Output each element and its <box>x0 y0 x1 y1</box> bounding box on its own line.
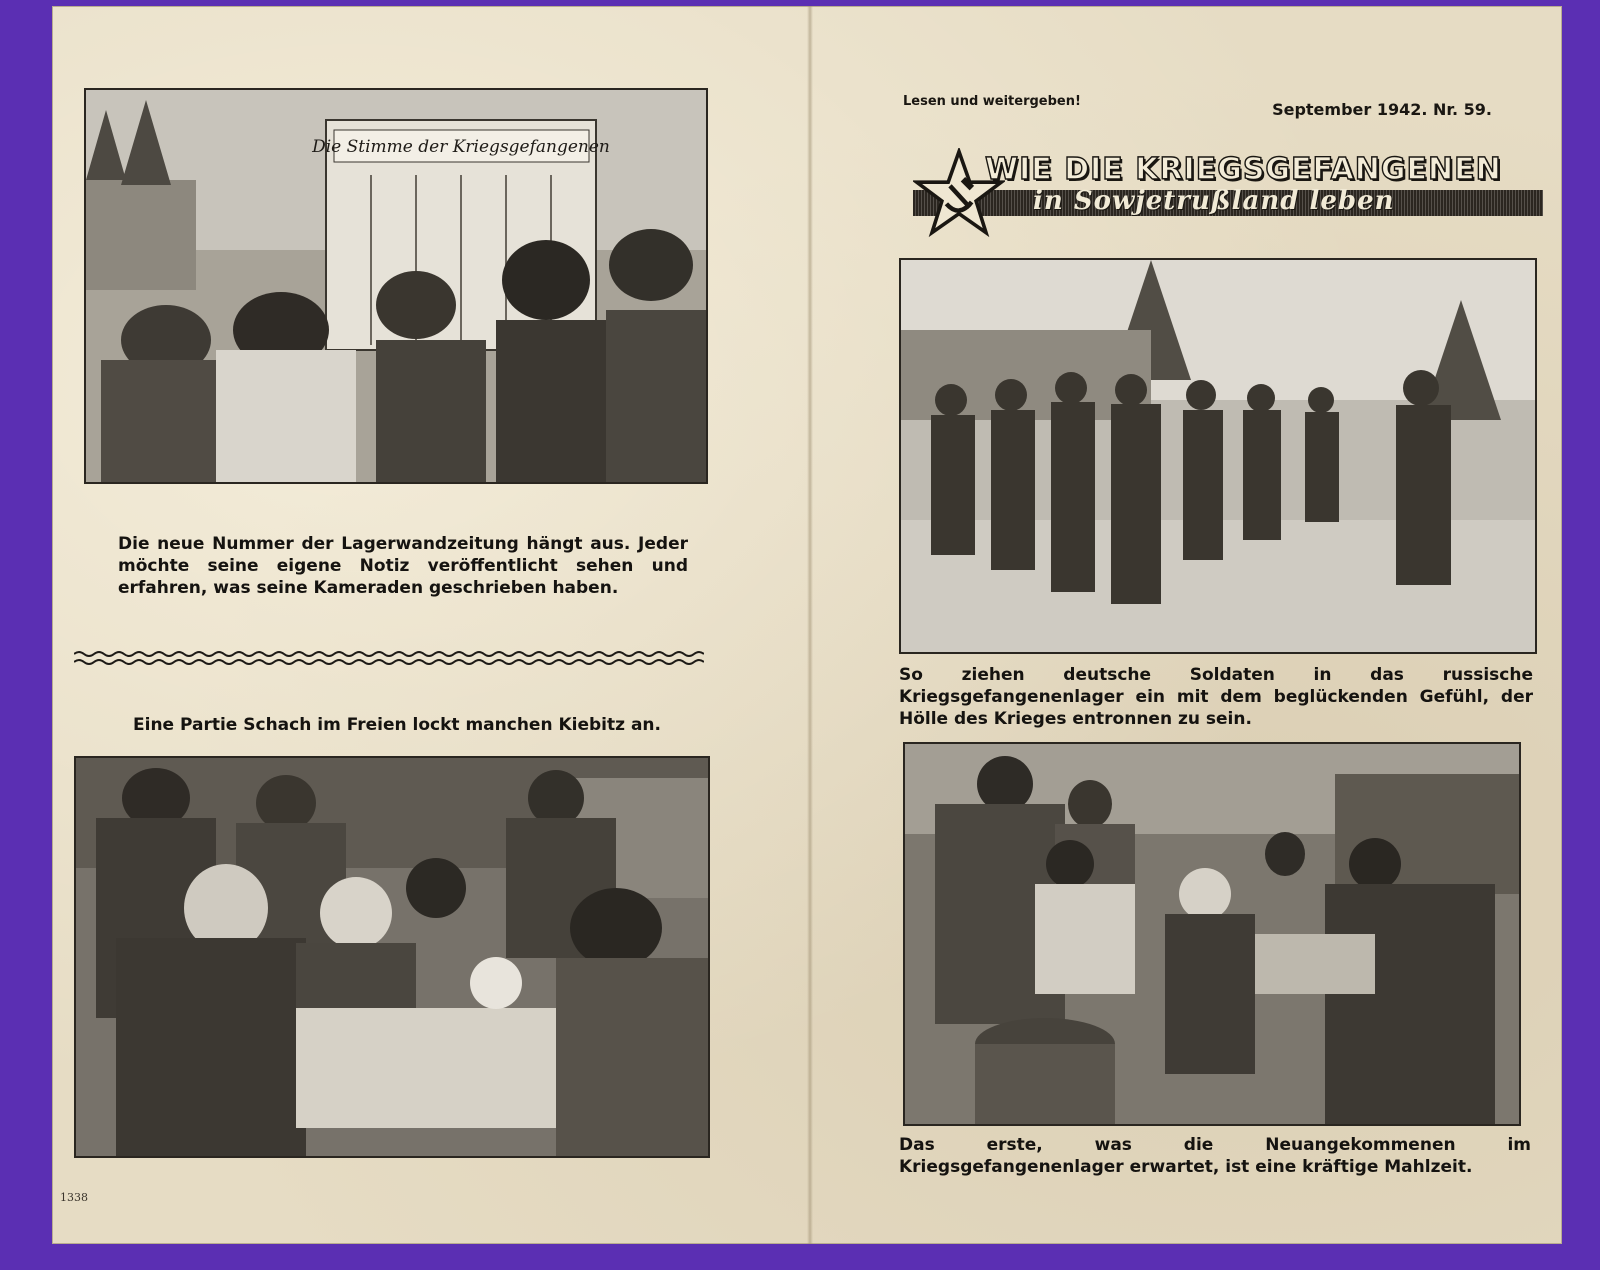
caption-marching: So ziehen deutsche Soldaten in das russische Kriegsgefangenenlager ein mit dem beglückenden Gefühl, der Hölle des Krieges entronnen zu sein. <box>899 665 1533 729</box>
issue-date: September 1942. Nr. 59. <box>1272 100 1492 119</box>
motto: Lesen und weitergeben! <box>903 94 1081 109</box>
photo-prisoners-marching <box>899 258 1537 654</box>
soviet-star-icon <box>913 148 1005 238</box>
caption-meal: Das erste, was die Neuangekommenen im Kriegsgefangenenlager erwartet, ist eine kräftige Mahlzeit. <box>899 1135 1531 1177</box>
left-page <box>52 6 807 1244</box>
title-line1: WIE DIE KRIEGSGEFANGENEN <box>985 152 1502 187</box>
photo-wall-newspaper <box>84 88 708 484</box>
print-number: 1338 <box>60 1191 88 1204</box>
right-page <box>813 6 1562 1244</box>
photo-meal <box>903 742 1521 1126</box>
caption-wall-newspaper: Die neue Nummer der Lagerwandzeitung hängt aus. Jeder möchte seine eigene Notiz veröffentlicht sehen und erfahren, was seine Kameraden geschrieben haben. <box>118 534 688 598</box>
board-heading: Die Stimme der Kriegsgefangenen <box>312 137 610 157</box>
photo-chess-game <box>74 756 710 1158</box>
title-line2: in Sowjetrußland leben <box>1033 186 1395 216</box>
wavy-divider <box>74 646 704 672</box>
leaflet-sheet <box>52 6 1562 1244</box>
masthead <box>913 148 1553 240</box>
caption-chess: Eine Partie Schach im Freien lockt manchen Kiebitz an. <box>133 715 661 735</box>
